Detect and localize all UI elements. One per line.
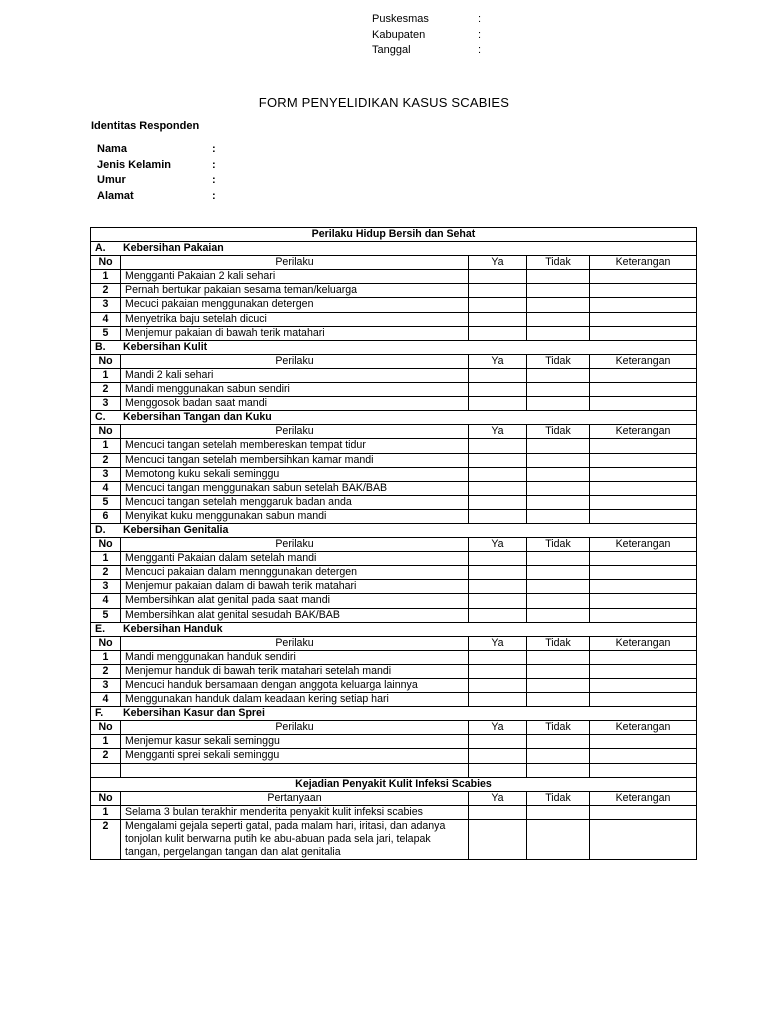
keterangan-cell[interactable] bbox=[590, 284, 697, 298]
table-row bbox=[91, 383, 697, 397]
ya-cell[interactable] bbox=[469, 270, 527, 284]
tidak-cell[interactable] bbox=[527, 693, 590, 707]
table-row bbox=[91, 580, 697, 594]
col-tidak: Tidak bbox=[527, 256, 590, 270]
item-number: 3 bbox=[91, 467, 121, 481]
column-header-row bbox=[91, 425, 697, 439]
nama-label: Nama bbox=[97, 143, 127, 155]
keterangan-cell[interactable] bbox=[590, 495, 697, 509]
item-text: Mengganti sprei sekali seminggu bbox=[121, 749, 469, 763]
table-row bbox=[91, 284, 697, 298]
keterangan-cell[interactable] bbox=[590, 368, 697, 382]
item-text: Menjemur handuk di bawah terik matahari setelah mandi bbox=[121, 664, 469, 678]
tidak-cell[interactable] bbox=[527, 566, 590, 580]
table-row bbox=[91, 819, 697, 859]
ya-cell[interactable] bbox=[469, 735, 527, 749]
table-row bbox=[91, 439, 697, 453]
colon: : bbox=[212, 174, 216, 186]
section-name: Kebersihan Genitalia bbox=[123, 523, 229, 536]
section-header-row bbox=[91, 340, 697, 354]
item-number: 2 bbox=[91, 383, 121, 397]
header-block bbox=[372, 12, 481, 59]
question-text: Mengalami gejala seperti gatal, pada malam hari, iritasi, dan adanya tonjolan kulit berwarna putih ke abu-abuan pada sela jari, telapak tangan, pergelangan tangan dan alat genitalia bbox=[121, 819, 469, 859]
section-header bbox=[91, 242, 697, 256]
ya-cell[interactable] bbox=[469, 594, 527, 608]
tidak-cell[interactable] bbox=[527, 397, 590, 411]
col-keterangan: Keterangan bbox=[590, 791, 697, 805]
keterangan-cell[interactable] bbox=[590, 664, 697, 678]
item-number: 4 bbox=[91, 312, 121, 326]
kejadian-title: Kejadian Penyakit Kulit Infeksi Scabies bbox=[91, 777, 697, 791]
empty-cell bbox=[469, 763, 527, 777]
questionnaire-body bbox=[91, 228, 697, 860]
kabupaten-label: Kabupaten bbox=[372, 28, 426, 41]
empty-cell bbox=[121, 763, 469, 777]
col-no: No bbox=[91, 791, 121, 805]
col-ya: Ya bbox=[469, 256, 527, 270]
keterangan-cell[interactable] bbox=[590, 552, 697, 566]
table-row bbox=[91, 270, 697, 284]
item-text: Mencuci tangan menggunakan sabun setelah BAK/BAB bbox=[121, 481, 469, 495]
col-ya: Ya bbox=[469, 721, 527, 735]
question-text: Selama 3 bulan terakhir menderita penyakit kulit infeksi scabies bbox=[121, 805, 469, 819]
table-row bbox=[91, 495, 697, 509]
tidak-cell[interactable] bbox=[527, 552, 590, 566]
tidak-cell[interactable] bbox=[527, 580, 590, 594]
ya-cell[interactable] bbox=[469, 749, 527, 763]
table-row bbox=[91, 368, 697, 382]
item-number: 3 bbox=[91, 397, 121, 411]
keterangan-cell[interactable] bbox=[590, 453, 697, 467]
ya-cell[interactable] bbox=[469, 664, 527, 678]
ya-cell[interactable] bbox=[469, 284, 527, 298]
keterangan-cell[interactable] bbox=[590, 608, 697, 622]
table-row bbox=[91, 453, 697, 467]
item-text: Menyikat kuku menggunakan sabun mandi bbox=[121, 509, 469, 523]
colon: : bbox=[478, 13, 482, 25]
tidak-cell[interactable] bbox=[527, 509, 590, 523]
item-text: Menyetrika baju setelah dicuci bbox=[121, 312, 469, 326]
keterangan-cell[interactable] bbox=[590, 580, 697, 594]
keterangan-cell[interactable] bbox=[590, 693, 697, 707]
puskesmas-label: Puskesmas bbox=[372, 13, 429, 25]
col-keterangan: Keterangan bbox=[590, 721, 697, 735]
empty-cell bbox=[527, 763, 590, 777]
section-header bbox=[91, 707, 697, 721]
section-header-row bbox=[91, 411, 697, 425]
table-row bbox=[91, 467, 697, 481]
section-name: Kebersihan Kulit bbox=[123, 340, 208, 353]
item-number: 2 bbox=[91, 453, 121, 467]
item-number: 2 bbox=[91, 566, 121, 580]
keterangan-cell[interactable] bbox=[590, 679, 697, 693]
column-header-row bbox=[91, 721, 697, 735]
table-row bbox=[91, 397, 697, 411]
tidak-cell[interactable] bbox=[527, 368, 590, 382]
section-letter: C. bbox=[95, 411, 106, 424]
item-text: Membersihkan alat genital sesudah BAK/BAB bbox=[121, 608, 469, 622]
keterangan-cell[interactable] bbox=[590, 298, 697, 312]
item-text: Menjemur pakaian di bawah terik matahari bbox=[121, 326, 469, 340]
item-number: 5 bbox=[91, 326, 121, 340]
tidak-cell[interactable] bbox=[527, 735, 590, 749]
colon: : bbox=[478, 44, 482, 56]
item-number: 1 bbox=[91, 439, 121, 453]
col-no: No bbox=[91, 721, 121, 735]
item-number: 1 bbox=[91, 270, 121, 284]
phbs-title-row bbox=[91, 228, 697, 242]
item-text: Mecuci pakaian menggunakan detergen bbox=[121, 298, 469, 312]
ya-cell[interactable] bbox=[469, 608, 527, 622]
empty-cell bbox=[590, 763, 697, 777]
keterangan-cell[interactable] bbox=[590, 805, 697, 819]
table-row bbox=[91, 509, 697, 523]
section-header-row bbox=[91, 707, 697, 721]
keterangan-cell[interactable] bbox=[590, 439, 697, 453]
keterangan-cell[interactable] bbox=[590, 566, 697, 580]
tidak-cell[interactable] bbox=[527, 679, 590, 693]
keterangan-cell[interactable] bbox=[590, 270, 697, 284]
ya-cell[interactable] bbox=[469, 650, 527, 664]
col-no: No bbox=[91, 354, 121, 368]
tidak-cell[interactable] bbox=[527, 439, 590, 453]
col-no: No bbox=[91, 425, 121, 439]
keterangan-cell[interactable] bbox=[590, 819, 697, 859]
ya-cell[interactable] bbox=[469, 566, 527, 580]
tidak-cell[interactable] bbox=[527, 495, 590, 509]
col-tidak: Tidak bbox=[527, 425, 590, 439]
column-header-row bbox=[91, 256, 697, 270]
kejadian-title-row bbox=[91, 777, 697, 791]
tidak-cell[interactable] bbox=[527, 383, 590, 397]
item-number: 4 bbox=[91, 481, 121, 495]
ya-cell[interactable] bbox=[469, 509, 527, 523]
item-text: Mencuci handuk bersamaan dengan anggota keluarga lainnya bbox=[121, 679, 469, 693]
ya-cell[interactable] bbox=[469, 580, 527, 594]
alamat-label: Alamat bbox=[97, 189, 134, 202]
colon: : bbox=[212, 158, 216, 171]
keterangan-cell[interactable] bbox=[590, 383, 697, 397]
col-perilaku: Perilaku bbox=[121, 538, 469, 552]
col-keterangan: Keterangan bbox=[590, 538, 697, 552]
col-tidak: Tidak bbox=[527, 636, 590, 650]
item-number: 6 bbox=[91, 509, 121, 523]
keterangan-cell[interactable] bbox=[590, 481, 697, 495]
col-keterangan: Keterangan bbox=[590, 425, 697, 439]
col-perilaku: Perilaku bbox=[121, 636, 469, 650]
table-row bbox=[91, 650, 697, 664]
ya-cell[interactable] bbox=[469, 326, 527, 340]
section-letter: B. bbox=[95, 340, 106, 353]
item-number: 1 bbox=[91, 368, 121, 382]
item-text: Mandi menggunakan handuk sendiri bbox=[121, 650, 469, 664]
item-number: 1 bbox=[91, 650, 121, 664]
ya-cell[interactable] bbox=[469, 819, 527, 859]
col-no: No bbox=[91, 636, 121, 650]
tidak-cell[interactable] bbox=[527, 453, 590, 467]
section-name: Kebersihan Kasur dan Sprei bbox=[123, 707, 265, 720]
keterangan-cell[interactable] bbox=[590, 326, 697, 340]
umur-label: Umur bbox=[97, 174, 126, 186]
col-keterangan: Keterangan bbox=[590, 256, 697, 270]
column-header-row bbox=[91, 636, 697, 650]
tidak-cell[interactable] bbox=[527, 467, 590, 481]
keterangan-cell[interactable] bbox=[590, 594, 697, 608]
item-text: Memotong kuku sekali seminggu bbox=[121, 467, 469, 481]
col-ya: Ya bbox=[469, 354, 527, 368]
item-text: Mencuci tangan setelah menggaruk badan anda bbox=[121, 495, 469, 509]
item-number: 2 bbox=[91, 749, 121, 763]
table-row bbox=[91, 805, 697, 819]
section-header-row bbox=[91, 523, 697, 537]
ya-cell[interactable] bbox=[469, 805, 527, 819]
section-letter: A. bbox=[95, 242, 106, 255]
item-text: Mandi 2 kali sehari bbox=[121, 368, 469, 382]
tidak-cell[interactable] bbox=[527, 270, 590, 284]
section-header-row bbox=[91, 242, 697, 256]
tidak-cell[interactable] bbox=[527, 312, 590, 326]
section-letter: F. bbox=[95, 707, 104, 720]
ya-cell[interactable] bbox=[469, 495, 527, 509]
item-number: 1 bbox=[91, 735, 121, 749]
ya-cell[interactable] bbox=[469, 693, 527, 707]
identity-heading: Identitas Responden bbox=[91, 120, 200, 132]
jenis-kelamin-label: Jenis Kelamin bbox=[97, 158, 171, 171]
section-header-row bbox=[91, 622, 697, 636]
item-number: 2 bbox=[91, 284, 121, 298]
tidak-cell[interactable] bbox=[527, 284, 590, 298]
identity-fields bbox=[97, 142, 216, 204]
item-text: Mengganti Pakaian dalam setelah mandi bbox=[121, 552, 469, 566]
colon: : bbox=[212, 143, 216, 155]
tidak-cell[interactable] bbox=[527, 298, 590, 312]
col-ya: Ya bbox=[469, 636, 527, 650]
questionnaire-table bbox=[90, 227, 697, 860]
ya-cell[interactable] bbox=[469, 383, 527, 397]
ya-cell[interactable] bbox=[469, 298, 527, 312]
col-tidak: Tidak bbox=[527, 354, 590, 368]
col-pertanyaan: Pertanyaan bbox=[121, 791, 469, 805]
table-row bbox=[91, 735, 697, 749]
table-row bbox=[91, 693, 697, 707]
section-letter: D. bbox=[95, 523, 106, 536]
item-text: Membersihkan alat genital pada saat mandi bbox=[121, 594, 469, 608]
item-text: Pernah bertukar pakaian sesama teman/keluarga bbox=[121, 284, 469, 298]
item-text: Mengganti Pakaian 2 kali sehari bbox=[121, 270, 469, 284]
col-ya: Ya bbox=[469, 791, 527, 805]
table-row bbox=[91, 679, 697, 693]
table-row bbox=[91, 326, 697, 340]
item-number: 5 bbox=[91, 495, 121, 509]
table-row bbox=[91, 594, 697, 608]
section-name: Kebersihan Pakaian bbox=[123, 242, 224, 255]
item-number: 4 bbox=[91, 693, 121, 707]
table-row bbox=[91, 298, 697, 312]
item-text: Menggunakan handuk dalam keadaan kering setiap hari bbox=[121, 693, 469, 707]
column-header-row bbox=[91, 538, 697, 552]
ya-cell[interactable] bbox=[469, 312, 527, 326]
ya-cell[interactable] bbox=[469, 679, 527, 693]
table-row bbox=[91, 566, 697, 580]
col-no: No bbox=[91, 256, 121, 270]
item-text: Mencuci tangan setelah membersihkan kamar mandi bbox=[121, 453, 469, 467]
tidak-cell[interactable] bbox=[527, 326, 590, 340]
keterangan-cell[interactable] bbox=[590, 467, 697, 481]
item-text: Menjemur pakaian dalam di bawah terik matahari bbox=[121, 580, 469, 594]
ya-cell[interactable] bbox=[469, 552, 527, 566]
ya-cell[interactable] bbox=[469, 453, 527, 467]
table-row bbox=[91, 481, 697, 495]
tanggal-label: Tanggal bbox=[372, 44, 411, 56]
table-row bbox=[91, 608, 697, 622]
colon: : bbox=[478, 28, 482, 41]
ya-cell[interactable] bbox=[469, 368, 527, 382]
column-header-row bbox=[91, 354, 697, 368]
item-text: Mencuci tangan setelah membereskan tempat tidur bbox=[121, 439, 469, 453]
empty-row bbox=[91, 763, 697, 777]
tidak-cell[interactable] bbox=[527, 805, 590, 819]
phbs-title: Perilaku Hidup Bersih dan Sehat bbox=[91, 228, 697, 242]
col-perilaku: Perilaku bbox=[121, 425, 469, 439]
tidak-cell[interactable] bbox=[527, 664, 590, 678]
col-keterangan: Keterangan bbox=[590, 354, 697, 368]
section-header bbox=[91, 523, 697, 537]
keterangan-cell[interactable] bbox=[590, 509, 697, 523]
item-text: Menggosok badan saat mandi bbox=[121, 397, 469, 411]
item-number: 2 bbox=[91, 664, 121, 678]
table-row bbox=[91, 664, 697, 678]
item-number: 5 bbox=[91, 608, 121, 622]
item-number: 3 bbox=[91, 679, 121, 693]
column-header-row bbox=[91, 791, 697, 805]
section-header bbox=[91, 411, 697, 425]
tidak-cell[interactable] bbox=[527, 481, 590, 495]
table-row bbox=[91, 552, 697, 566]
keterangan-cell[interactable] bbox=[590, 735, 697, 749]
col-tidak: Tidak bbox=[527, 538, 590, 552]
ya-cell[interactable] bbox=[469, 397, 527, 411]
item-text: Mencuci pakaian dalam mennggunakan detergen bbox=[121, 566, 469, 580]
empty-cell bbox=[91, 763, 121, 777]
item-number: 3 bbox=[91, 580, 121, 594]
ya-cell[interactable] bbox=[469, 439, 527, 453]
col-tidak: Tidak bbox=[527, 791, 590, 805]
colon: : bbox=[212, 189, 216, 202]
tidak-cell[interactable] bbox=[527, 608, 590, 622]
item-number: 1 bbox=[91, 805, 121, 819]
keterangan-cell[interactable] bbox=[590, 312, 697, 326]
item-text: Mandi menggunakan sabun sendiri bbox=[121, 383, 469, 397]
keterangan-cell[interactable] bbox=[590, 650, 697, 664]
item-text: Menjemur kasur sekali seminggu bbox=[121, 735, 469, 749]
col-perilaku: Perilaku bbox=[121, 354, 469, 368]
col-tidak: Tidak bbox=[527, 721, 590, 735]
col-perilaku: Perilaku bbox=[121, 256, 469, 270]
table-row bbox=[91, 749, 697, 763]
col-ya: Ya bbox=[469, 538, 527, 552]
col-no: No bbox=[91, 538, 121, 552]
item-number: 1 bbox=[91, 552, 121, 566]
item-number: 2 bbox=[91, 819, 121, 859]
table-row bbox=[91, 312, 697, 326]
ya-cell[interactable] bbox=[469, 467, 527, 481]
keterangan-cell[interactable] bbox=[590, 397, 697, 411]
keterangan-cell[interactable] bbox=[590, 749, 697, 763]
section-letter: E. bbox=[95, 622, 106, 635]
page-title: FORM PENYELIDIKAN KASUS SCABIES bbox=[258, 95, 510, 110]
tidak-cell[interactable] bbox=[527, 749, 590, 763]
ya-cell[interactable] bbox=[469, 481, 527, 495]
col-keterangan: Keterangan bbox=[590, 636, 697, 650]
col-perilaku: Perilaku bbox=[121, 721, 469, 735]
col-ya: Ya bbox=[469, 425, 527, 439]
tidak-cell[interactable] bbox=[527, 650, 590, 664]
item-number: 3 bbox=[91, 298, 121, 312]
section-name: Kebersihan Tangan dan Kuku bbox=[123, 411, 272, 424]
section-header bbox=[91, 622, 697, 636]
section-name: Kebersihan Handuk bbox=[123, 622, 223, 635]
item-number: 4 bbox=[91, 594, 121, 608]
tidak-cell[interactable] bbox=[527, 594, 590, 608]
tidak-cell[interactable] bbox=[527, 819, 590, 859]
section-header bbox=[91, 340, 697, 354]
